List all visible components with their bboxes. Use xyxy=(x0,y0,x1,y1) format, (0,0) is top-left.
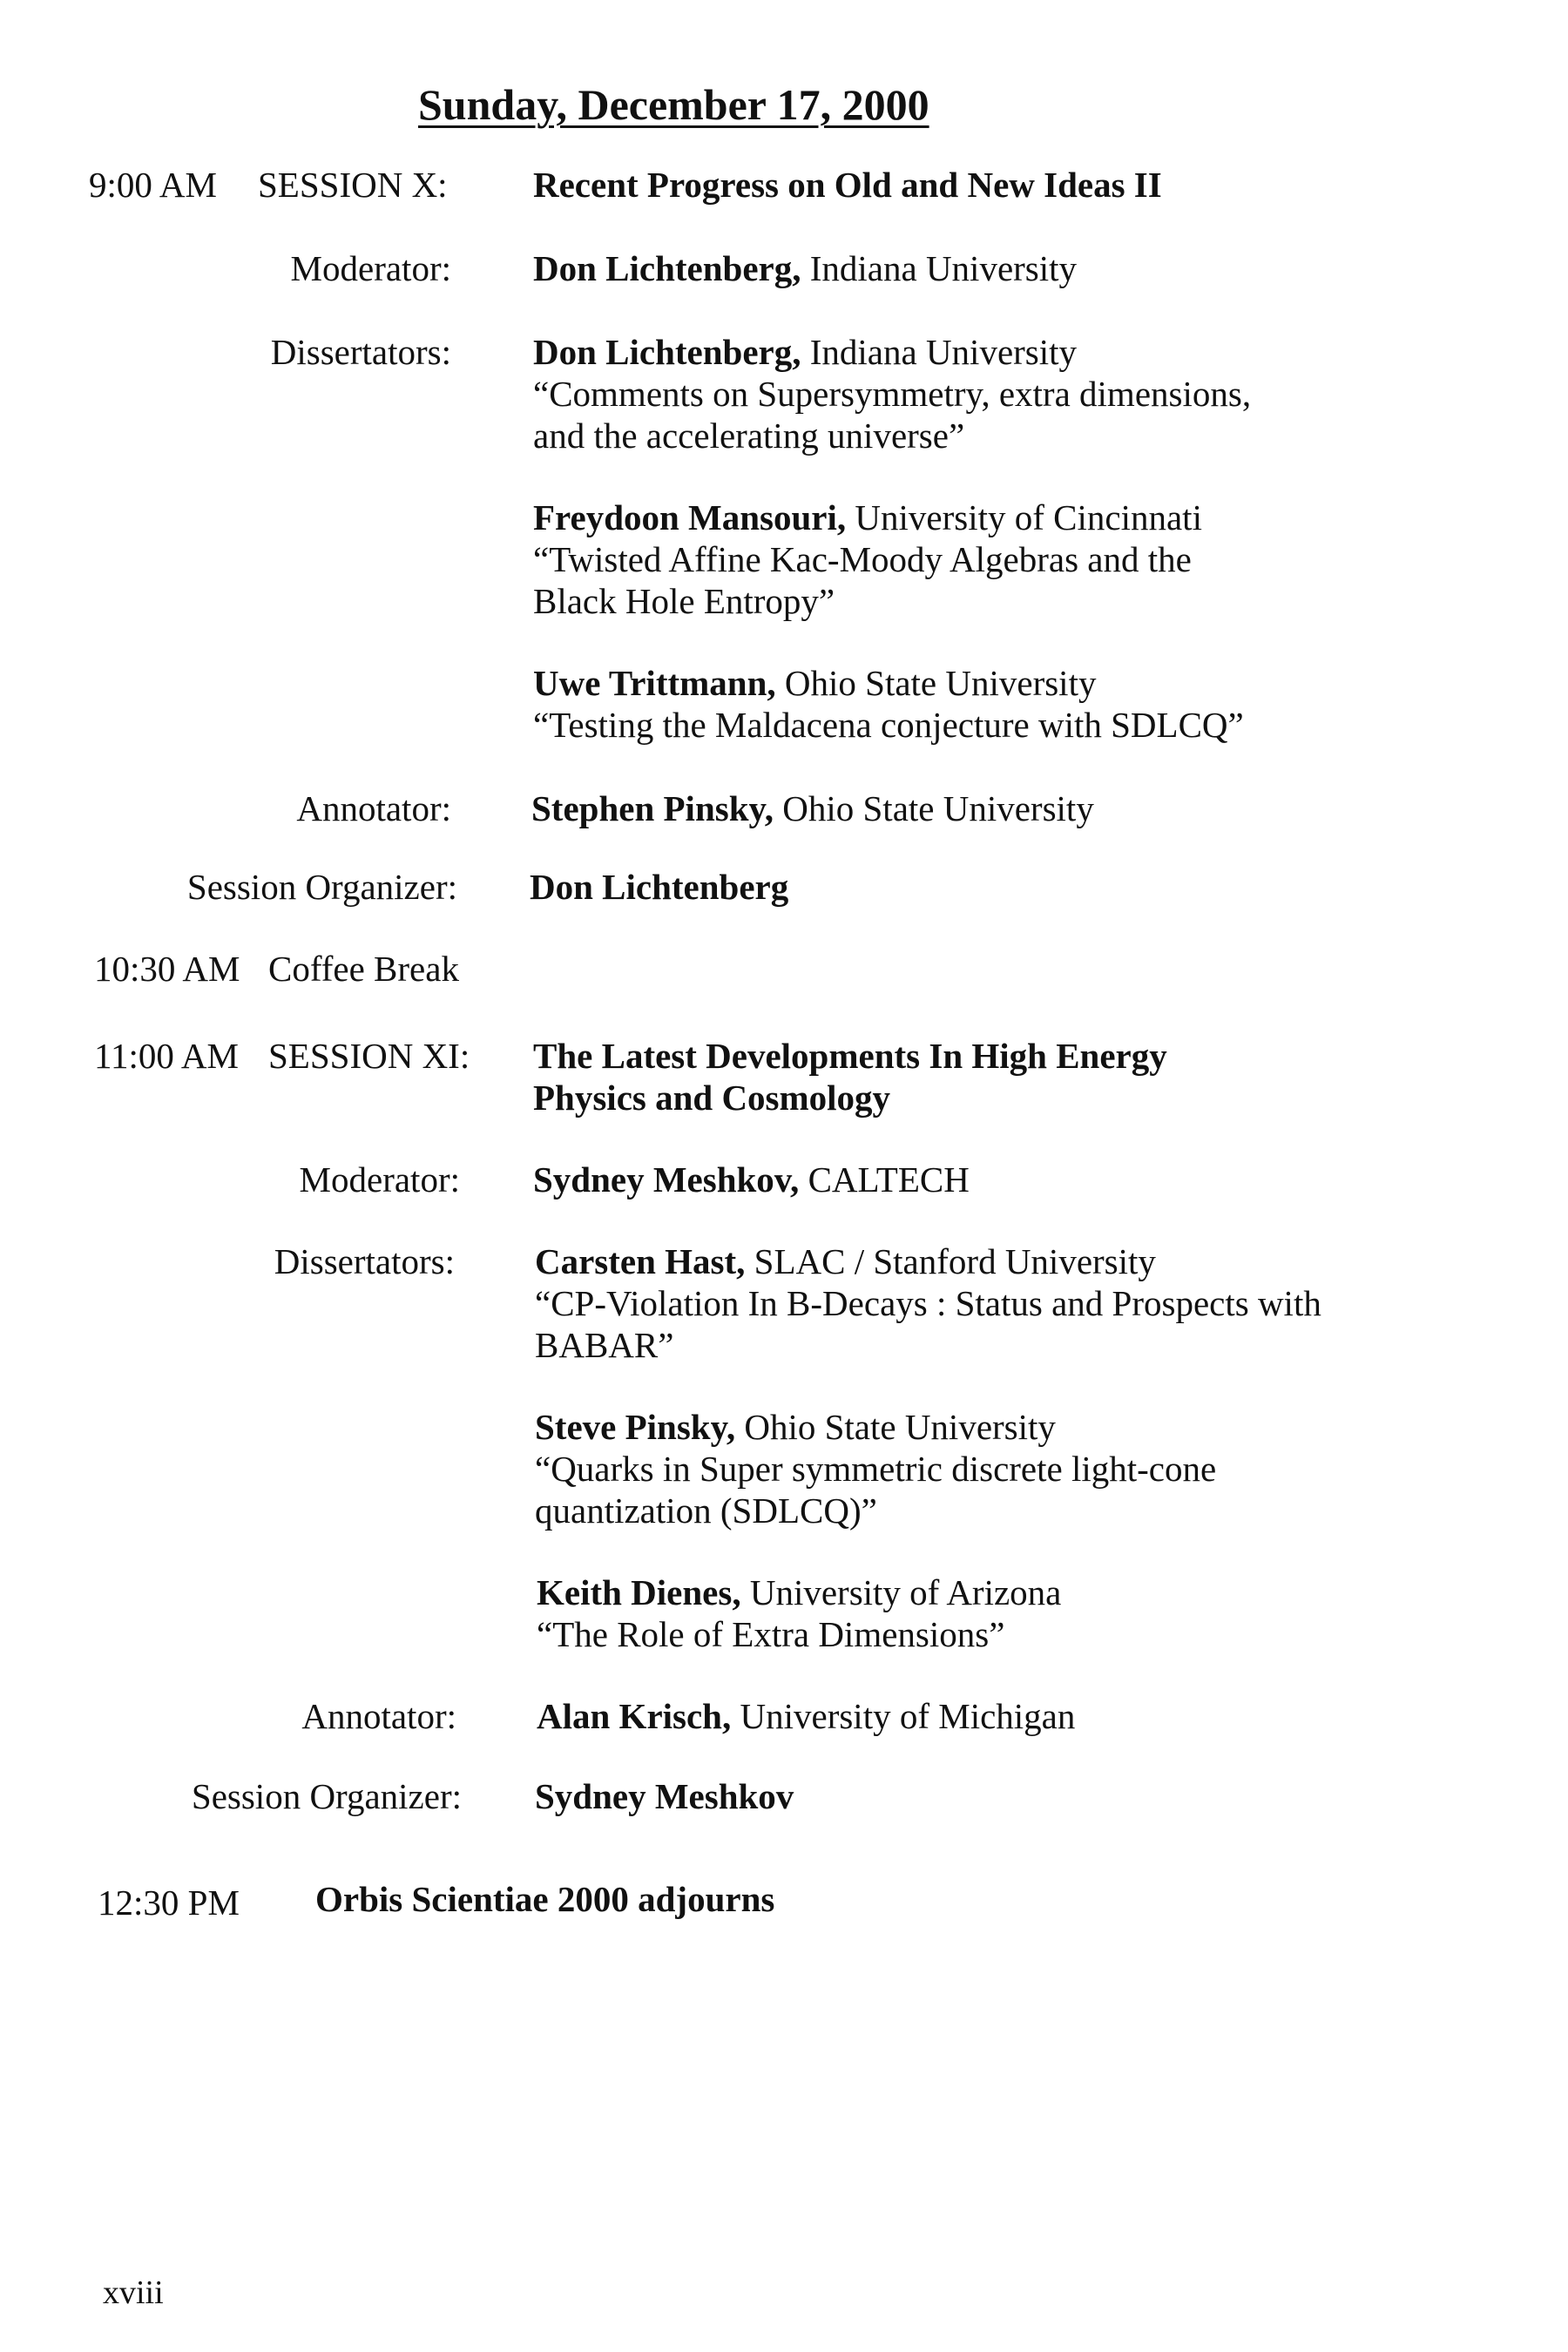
session-title-line: Physics and Cosmology xyxy=(533,1078,891,1118)
page-number: xviii xyxy=(103,2274,164,2311)
annotator-name: Stephen Pinsky, xyxy=(531,788,774,828)
dissertator-affiliation: SLAC / Stanford University xyxy=(745,1241,1156,1281)
session-xi-annotator-label: Annotator: xyxy=(301,1696,456,1736)
session-xi-moderator-label: Moderator: xyxy=(299,1159,460,1200)
session-x-title: Recent Progress on Old and New Ideas II xyxy=(533,165,1162,205)
session-xi-label: SESSION XI: xyxy=(268,1036,470,1076)
session-xi-dissertator-2 xyxy=(535,1406,1216,1531)
moderator-name: Sydney Meshkov, xyxy=(533,1159,800,1200)
session-xi-dissertators-label: Dissertators: xyxy=(274,1241,455,1281)
session-x-dissertator-1 xyxy=(533,331,1251,456)
dissertator-affiliation: University of Cincinnati xyxy=(846,497,1202,537)
session-xi-organizer-name: Sydney Meshkov xyxy=(535,1776,794,1816)
talk-title-line: and the accelerating universe” xyxy=(533,416,965,456)
session-x-moderator-label: Moderator: xyxy=(290,248,451,288)
dissertator-name: Carsten Hast, xyxy=(535,1241,746,1281)
adjourn-label: Orbis Scientiae 2000 adjourns xyxy=(315,1879,775,1919)
session-xi-organizer-label: Session Organizer: xyxy=(191,1776,462,1816)
talk-title-line: “Testing the Maldacena conjecture with SDLCQ” xyxy=(533,705,1244,745)
annotator-affiliation: University of Michigan xyxy=(731,1696,1076,1736)
session-xi-time: 11:00 AM xyxy=(94,1036,239,1076)
talk-title-line: “The Role of Extra Dimensions” xyxy=(537,1614,1005,1654)
dissertator-name: Don Lichtenberg, xyxy=(533,332,801,372)
moderator-affiliation: CALTECH xyxy=(799,1159,970,1200)
annotator-name: Alan Krisch, xyxy=(537,1696,732,1736)
annotator-affiliation: Ohio State University xyxy=(774,788,1094,828)
session-x-annotator-label: Annotator: xyxy=(296,788,451,828)
talk-title-line: “Twisted Affine Kac-Moody Algebras and the xyxy=(533,539,1192,579)
talk-title-line: “CP-Violation In B-Decays : Status and Prospects with xyxy=(535,1283,1321,1323)
session-x-label: SESSION X: xyxy=(258,165,448,205)
talk-title-line: quantization (SDLCQ)” xyxy=(535,1490,877,1531)
talk-title-line: BABAR” xyxy=(535,1325,674,1365)
session-xi-dissertator-3 xyxy=(537,1571,1061,1655)
moderator-name: Don Lichtenberg, xyxy=(533,248,801,288)
session-x-annotator xyxy=(531,787,1094,829)
adjourn-time: 12:30 PM xyxy=(98,1882,240,1923)
session-x-organizer-name: Don Lichtenberg xyxy=(530,867,789,907)
dissertator-name: Uwe Trittmann, xyxy=(533,663,776,703)
session-title-line: The Latest Developments In High Energy xyxy=(533,1036,1167,1076)
coffee-break-time: 10:30 AM xyxy=(94,949,240,989)
session-x-time: 9:00 AM xyxy=(89,165,217,205)
day-heading: Sunday, December 17, 2000 xyxy=(418,80,929,129)
dissertator-affiliation: University of Arizona xyxy=(740,1572,1062,1612)
talk-title-line: Black Hole Entropy” xyxy=(533,581,835,621)
talk-title-line: “Quarks in Super symmetric discrete light-cone xyxy=(535,1449,1217,1489)
dissertator-affiliation: Ohio State University xyxy=(775,663,1097,703)
dissertator-name: Steve Pinsky, xyxy=(535,1407,736,1447)
session-xi-annotator xyxy=(537,1695,1075,1737)
session-xi-title xyxy=(533,1035,1167,1119)
session-x-dissertator-3 xyxy=(533,662,1244,746)
session-x-dissertators-label: Dissertators: xyxy=(270,332,451,372)
dissertator-affiliation: Indiana University xyxy=(801,332,1078,372)
dissertator-affiliation: Ohio State University xyxy=(735,1407,1056,1447)
coffee-break-label: Coffee Break xyxy=(268,949,459,989)
session-x-dissertator-2 xyxy=(533,497,1202,622)
dissertator-name: Freydoon Mansouri, xyxy=(533,497,847,537)
dissertator-name: Keith Dienes, xyxy=(537,1572,741,1612)
session-xi-dissertator-1 xyxy=(535,1240,1321,1366)
session-xi-moderator xyxy=(533,1159,970,1200)
moderator-affiliation: Indiana University xyxy=(801,248,1078,288)
talk-title-line: “Comments on Supersymmetry, extra dimensions, xyxy=(533,374,1252,414)
session-x-organizer-label: Session Organizer: xyxy=(186,867,457,907)
session-x-moderator xyxy=(533,247,1077,289)
